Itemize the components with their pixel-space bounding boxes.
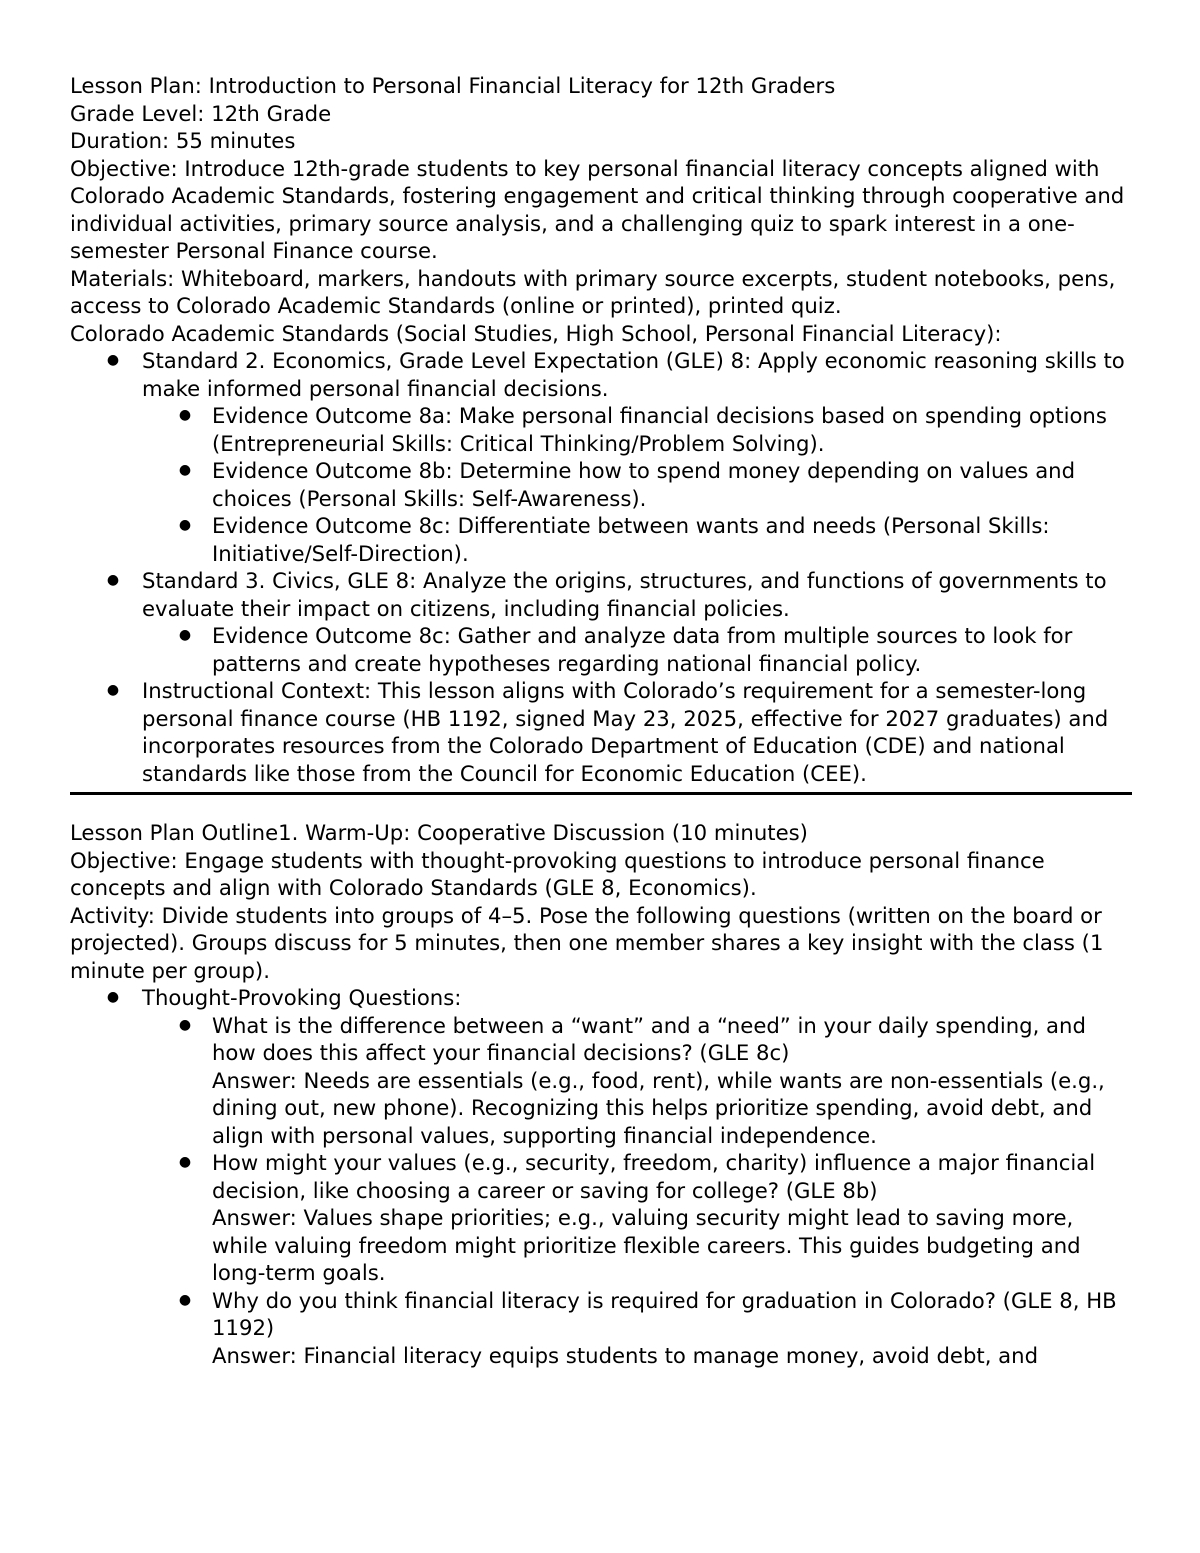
standard-text: Standard 3. Civics, GLE 8: Analyze the origins, structures, and functions of governments to evaluate their impact on citizens, including financial policies. [142,568,1107,621]
list-item [142,402,1132,457]
outline-heading: Lesson Plan Outline1. Warm-Up: Cooperative Discussion (10 minutes) [70,820,808,845]
bullet-icon: ● [178,1291,192,1308]
outline-activity: Activity: Divide students into groups of 4–5. Pose the following questions (written on the board or projected). Groups discuss for 5 minutes, then one member shares a key insight with the class (1 minute per group). [70,902,1104,983]
list-item [142,622,1132,677]
bullet-icon: ● [178,462,192,478]
evidence-list [142,402,1132,567]
evidence-text: Evidence Outcome 8a: Make personal financial decisions based on spending options (Entrepreneurial Skills: Critical Thinking/Problem Solving). [212,403,1107,456]
grade-level: Grade Level: 12th Grade [70,100,332,126]
bullet-icon: ● [178,627,192,643]
questions-label: Thought-Provoking Questions: [142,985,462,1010]
list-item [70,567,1132,677]
list-item [70,677,1132,787]
horizontal-divider [70,792,1132,795]
standard-text: Standard 2. Economics, Grade Level Expectation (GLE) 8: Apply economic reasoning skills to make informed personal financial decisions. [142,348,1125,401]
instructional-context: Instructional Context: This lesson aligns with Colorado’s requirement for a semester-long personal finance course (HB 1192, signed May 23, 2025, effective for 2027 graduates) and incorporates resources from the Colorado Department of Education (CDE) and national standards like those from the Council for Economic Education (CEE). [142,678,1109,786]
list-item [142,1287,1132,1370]
evidence-text: Evidence Outcome 8c: Gather and analyze data from multiple sources to look for patterns and create hypotheses regarding national financial policy. [212,623,1073,676]
answer-text: Answer: Needs are essentials (e.g., food, rent), while wants are non-essentials (e.g., dining out, new phone). Recognizing this helps prioritize spending, avoid debt, and align with personal values, supporting financial independence. [212,1067,1105,1148]
bullet-icon: ● [106,682,120,698]
list-item [70,347,1132,567]
list-item [142,1012,1132,1150]
lesson-title: Lesson Plan: Introduction to Personal Financial Literacy for 12th Graders [70,73,836,98]
question-text: What is the difference between a “want” and a “need” in your daily spending, and how does this affect your financial decisions? (GLE 8c) [212,1012,1086,1065]
objective: Objective: Introduce 12th-grade students to key personal financial literacy concepts aligned with Colorado Academic Standards, fostering engagement and critical thinking through cooperative and individual activities, primary source analysis, and a challenging quiz to spark interest in a one-semester Personal Finance course. [70,155,1125,263]
answer-text: Answer: Financial literacy equips students to manage money, avoid debt, and [212,1342,1039,1368]
outline-objective: Objective: Engage students with thought-provoking questions to introduce personal finance concepts and align with Colorado Standards (GLE 8, Economics). [70,847,1045,900]
evidence-list [142,622,1132,677]
questions-list [70,984,1132,1369]
question-text: How might your values (e.g., security, freedom, charity) influence a major financial decision, like choosing a career or saving for college? (GLE 8b) [212,1150,1096,1203]
question-text: Why do you think financial literacy is required for graduation in Colorado? (GLE 8, HB 1192) [212,1287,1117,1340]
bullet-icon: ● [178,1154,192,1170]
bullet-icon: ● [178,1016,192,1033]
duration: Duration: 55 minutes [70,128,296,153]
bullet-icon: ● [178,407,192,423]
materials: Materials: Whiteboard, markers, handouts with primary source excerpts, student notebooks, pens, access to Colorado Academic Standards (online or printed), printed quiz. [70,265,1116,318]
list-item [142,1149,1132,1287]
evidence-text: Evidence Outcome 8b: Determine how to spend money depending on values and choices (Personal Skills: Self-Awareness). [212,458,1076,511]
standards-heading: Colorado Academic Standards (Social Studies, High School, Personal Financial Literacy): [70,320,1002,346]
bullet-icon: ● [106,989,120,1005]
answer-text: Answer: Values shape priorities; e.g., valuing security might lead to saving more, while valuing freedom might prioritize flexible careers. This guides budgeting and long-term goals. [212,1205,1081,1285]
bullet-icon: ● [178,517,192,533]
bullet-icon: ● [106,572,120,588]
list-item [70,984,1132,1369]
list-item [142,512,1132,567]
evidence-text: Evidence Outcome 8c: Differentiate between wants and needs (Personal Skills: Initiative/Self-Direction). [212,513,1050,566]
standards-list [70,347,1132,787]
document-page [70,72,1132,1369]
list-item [142,457,1132,512]
question-items [142,1012,1132,1370]
bullet-icon: ● [106,352,120,368]
